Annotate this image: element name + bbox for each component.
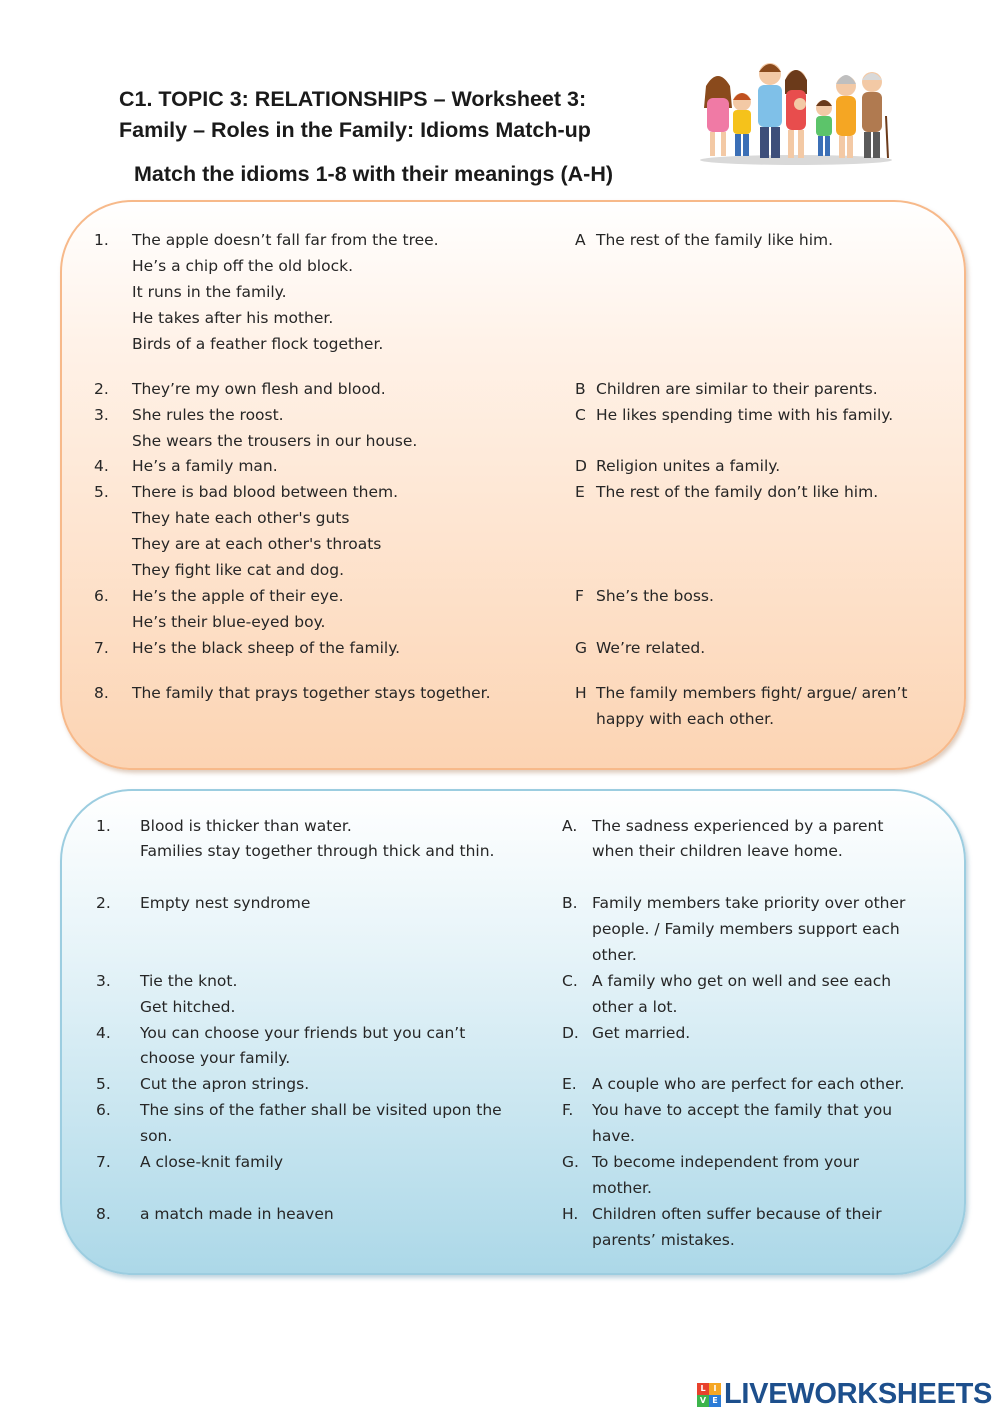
s1-meaning-E-line-1: The rest of the family don’t like him. bbox=[596, 483, 879, 501]
worksheet-title bbox=[119, 84, 591, 146]
s1-idiom-2-number: 2. bbox=[94, 380, 109, 398]
family-illustration bbox=[696, 56, 896, 166]
s2-idiom-8-line-1: a match made in heaven bbox=[140, 1205, 334, 1223]
s2-idiom-1-line-1: Blood is thicker than water. bbox=[140, 817, 352, 835]
s1-idiom-5-line-2: They hate each other's guts bbox=[132, 509, 350, 527]
s2-meaning-G-letter: G. bbox=[562, 1153, 579, 1171]
s1-idiom-6-line-2: He’s their blue-eyed boy. bbox=[132, 613, 326, 631]
s1-idiom-4-number: 4. bbox=[94, 457, 109, 475]
s2-meaning-G-line-2: mother. bbox=[592, 1179, 652, 1197]
title-line-1: C1. TOPIC 3: RELATIONSHIPS – Worksheet 3: bbox=[119, 87, 587, 111]
s1-idiom-6-number: 6. bbox=[94, 587, 109, 605]
s1-meaning-A-line-1: The rest of the family like him. bbox=[596, 231, 834, 249]
s1-idiom-1-line-4: He takes after his mother. bbox=[132, 309, 334, 327]
s2-idiom-1-line-2: Families stay together through thick and thin. bbox=[140, 842, 495, 860]
s2-idiom-2-number: 2. bbox=[96, 894, 111, 912]
s2-idiom-3-number: 3. bbox=[96, 972, 111, 990]
s1-idiom-8-number: 8. bbox=[94, 684, 109, 702]
s1-idiom-1-line-3: It runs in the family. bbox=[132, 283, 287, 301]
s2-meaning-H-letter: H. bbox=[562, 1205, 579, 1223]
s2-meaning-C-line-2: other a lot. bbox=[592, 998, 678, 1016]
s2-idiom-6-number: 6. bbox=[96, 1101, 111, 1119]
s1-meaning-G-letter: G bbox=[575, 639, 588, 657]
s2-meaning-F-letter: F. bbox=[562, 1101, 574, 1119]
s2-meaning-B-line-1: Family members take priority over other bbox=[592, 894, 906, 912]
s1-idiom-6-line-1: He’s the apple of their eye. bbox=[132, 587, 344, 605]
s1-idiom-1-line-1: The apple doesn’t fall far from the tree. bbox=[132, 231, 439, 249]
s2-idiom-4-number: 4. bbox=[96, 1024, 111, 1042]
s1-meaning-E-letter: E bbox=[575, 483, 585, 501]
s1-idiom-3-line-1: She rules the roost. bbox=[132, 406, 284, 424]
s1-meaning-D-line-1: Religion unites a family. bbox=[596, 457, 781, 475]
s1-meaning-H-line-1: The family members fight/ argue/ aren’t bbox=[596, 684, 908, 702]
s2-meaning-F-line-1: You have to accept the family that you bbox=[592, 1101, 893, 1119]
s1-idiom-7-number: 7. bbox=[94, 639, 109, 657]
s2-meaning-D-letter: D. bbox=[562, 1024, 579, 1042]
s1-idiom-4-line-1: He’s a family man. bbox=[132, 457, 278, 475]
s2-idiom-3-line-2: Get hitched. bbox=[140, 998, 236, 1016]
s1-meaning-F-line-1: She’s the boss. bbox=[596, 587, 714, 605]
s2-meaning-E-line-1: A couple who are perfect for each other. bbox=[592, 1075, 905, 1093]
s2-meaning-F-line-2: have. bbox=[592, 1127, 635, 1145]
s1-idiom-5-number: 5. bbox=[94, 483, 109, 501]
s2-idiom-4-line-1: You can choose your friends but you can’t bbox=[140, 1024, 466, 1042]
s2-idiom-1-number: 1. bbox=[96, 817, 111, 835]
s2-meaning-G-line-1: To become independent from your bbox=[592, 1153, 859, 1171]
s2-meaning-C-letter: C. bbox=[562, 972, 578, 990]
s1-idiom-1-number: 1. bbox=[94, 231, 109, 249]
s1-meaning-B-line-1: Children are similar to their parents. bbox=[596, 380, 878, 398]
s1-idiom-2-line-1: They’re my own flesh and blood. bbox=[132, 380, 386, 398]
brand-name: LIVEWORKSHEETS bbox=[724, 1378, 993, 1410]
s2-meaning-H-line-1: Children often suffer because of their bbox=[592, 1205, 882, 1223]
s1-idiom-1-line-5: Birds of a feather flock together. bbox=[132, 335, 384, 353]
s2-idiom-8-number: 8. bbox=[96, 1205, 111, 1223]
s2-meaning-E-letter: E. bbox=[562, 1075, 577, 1093]
title-line-2: Family – Roles in the Family: Idioms Match-up bbox=[119, 118, 591, 142]
s1-meaning-D-letter: D bbox=[575, 457, 587, 475]
s2-idiom-3-line-1: Tie the knot. bbox=[140, 972, 238, 990]
s1-idiom-3-number: 3. bbox=[94, 406, 109, 424]
s1-meaning-A-letter: A bbox=[575, 231, 586, 249]
s2-idiom-6-line-2: son. bbox=[140, 1127, 173, 1145]
s1-idiom-1-line-2: He’s a chip off the old block. bbox=[132, 257, 354, 275]
s1-meaning-H-letter: H bbox=[575, 684, 587, 702]
s1-meaning-C-line-1: He likes spending time with his family. bbox=[596, 406, 894, 424]
s1-idiom-7-line-1: He’s the black sheep of the family. bbox=[132, 639, 401, 657]
s2-meaning-B-line-3: other. bbox=[592, 946, 637, 964]
s1-idiom-5-line-3: They are at each other's throats bbox=[132, 535, 382, 553]
s2-meaning-A-line-1: The sadness experienced by a parent bbox=[592, 817, 884, 835]
s2-idiom-2-line-1: Empty nest syndrome bbox=[140, 894, 311, 912]
s2-meaning-B-letter: B. bbox=[562, 894, 578, 912]
s2-idiom-7-line-1: A close-knit family bbox=[140, 1153, 283, 1171]
s2-idiom-5-line-1: Cut the apron strings. bbox=[140, 1075, 310, 1093]
s1-meaning-F-letter: F bbox=[575, 587, 584, 605]
liveworksheets-logo-icon: L I V E bbox=[697, 1383, 721, 1407]
s2-meaning-C-line-1: A family who get on well and see each bbox=[592, 972, 892, 990]
s2-idiom-5-number: 5. bbox=[96, 1075, 111, 1093]
s2-meaning-A-letter: A. bbox=[562, 817, 578, 835]
s1-idiom-3-line-2: She wears the trousers in our house. bbox=[132, 432, 418, 450]
s1-idiom-5-line-1: There is bad blood between them. bbox=[132, 483, 399, 501]
s1-meaning-C-letter: C bbox=[575, 406, 586, 424]
s1-meaning-G-line-1: We’re related. bbox=[596, 639, 706, 657]
s2-idiom-7-number: 7. bbox=[96, 1153, 111, 1171]
liveworksheets-brand[interactable] bbox=[697, 1378, 992, 1411]
s2-meaning-B-line-2: people. / Family members support each bbox=[592, 920, 900, 938]
s1-idiom-5-line-4: They fight like cat and dog. bbox=[132, 561, 345, 579]
s2-meaning-A-line-2: when their children leave home. bbox=[592, 842, 843, 860]
s2-idiom-6-line-1: The sins of the father shall be visited upon the bbox=[140, 1101, 502, 1119]
s1-meaning-B-letter: B bbox=[575, 380, 586, 398]
s1-meaning-H-line-2: happy with each other. bbox=[596, 710, 775, 728]
s2-meaning-H-line-2: parents’ mistakes. bbox=[592, 1231, 735, 1249]
s1-idiom-8-line-1: The family that prays together stays together. bbox=[132, 684, 491, 702]
instruction: Match the idioms 1-8 with their meanings (A-H) bbox=[134, 162, 614, 186]
s2-idiom-4-line-2: choose your family. bbox=[140, 1049, 291, 1067]
s2-meaning-D-line-1: Get married. bbox=[592, 1024, 691, 1042]
